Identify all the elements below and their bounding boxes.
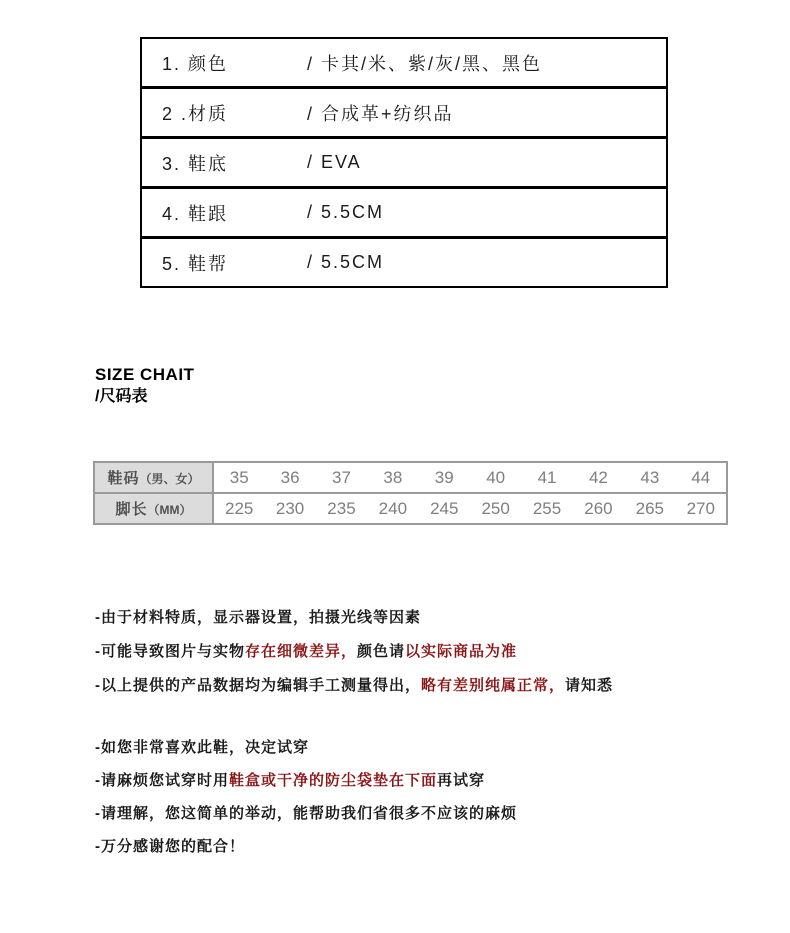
spec-row-upper (142, 239, 666, 286)
size-cell: 44 (676, 462, 727, 493)
size-row-header-sub: （男、女） (139, 472, 200, 486)
length-cell: 240 (367, 493, 418, 524)
size-row-header-main: 鞋码 (107, 470, 140, 487)
note-line: -请麻烦您试穿时用鞋盒或干净的防尘袋垫在下面再试穿 (95, 772, 486, 789)
size-cell: 39 (419, 462, 470, 493)
spec-value: / 5.5CM (307, 252, 385, 272)
size-cell: 40 (470, 462, 521, 493)
note-line: -以上提供的产品数据均为编辑手工测量得出，略有差别纯属正常，请知悉 (95, 677, 614, 694)
size-chart-title-en: SIZE CHAIT (95, 365, 195, 384)
size-chart-title-cn: /尺码表 (95, 388, 148, 405)
length-row-header-sub: （MM） (147, 503, 192, 517)
size-cell: 43 (624, 462, 675, 493)
size-chart-heading (95, 364, 194, 408)
spec-label: 1. 颜色 (162, 53, 229, 74)
length-cell: 235 (316, 493, 367, 524)
spec-label: 2 .材质 (162, 103, 229, 124)
spec-row-material (142, 89, 666, 139)
spec-label: 4. 鞋跟 (162, 203, 229, 224)
length-cell: 270 (676, 493, 727, 524)
notes-block-try-on-request (95, 731, 517, 863)
note-line: -万分感谢您的配合！ (95, 838, 245, 855)
length-cell: 260 (573, 493, 624, 524)
spec-value: / 5.5CM (307, 202, 385, 222)
length-cell: 250 (470, 493, 521, 524)
size-cell: 42 (573, 462, 624, 493)
note-line: -请理解，您这简单的举动，能帮助我们省很多不应该的麻烦 (95, 805, 517, 822)
length-row-header-main: 脚长 (115, 501, 148, 518)
note-line: -由于材料特质，显示器设置，拍摄光线等因素 (95, 609, 421, 626)
length-cell: 245 (419, 493, 470, 524)
size-cell: 37 (316, 462, 367, 493)
size-cell: 41 (521, 462, 572, 493)
spec-value: / 卡其/米、紫/灰/黑、黑色 (307, 53, 543, 74)
size-row-header (94, 462, 213, 493)
spec-label: 5. 鞋帮 (162, 253, 229, 274)
spec-row-color (142, 39, 666, 89)
size-chart-lengths-row (94, 493, 727, 524)
spec-value: / EVA (307, 152, 362, 172)
length-cell: 230 (264, 493, 315, 524)
spec-value: / 合成革+纺织品 (307, 103, 454, 124)
length-cell: 265 (624, 493, 675, 524)
size-cell: 36 (264, 462, 315, 493)
spec-label: 3. 鞋底 (162, 153, 229, 174)
notes-block-display-disclaimer (95, 601, 613, 703)
length-row-header (94, 493, 213, 524)
size-cell: 38 (367, 462, 418, 493)
size-cell: 35 (213, 462, 264, 493)
note-line: -如您非常喜欢此鞋，决定试穿 (95, 739, 309, 756)
product-spec-table (140, 37, 668, 288)
spec-row-heel (142, 189, 666, 239)
length-cell: 225 (213, 493, 264, 524)
spec-row-sole (142, 139, 666, 189)
size-chart-sizes-row (94, 462, 727, 493)
size-chart-table (93, 461, 728, 525)
length-cell: 255 (521, 493, 572, 524)
note-line: -可能导致图片与实物存在细微差异，颜色请以实际商品为准 (95, 643, 518, 660)
